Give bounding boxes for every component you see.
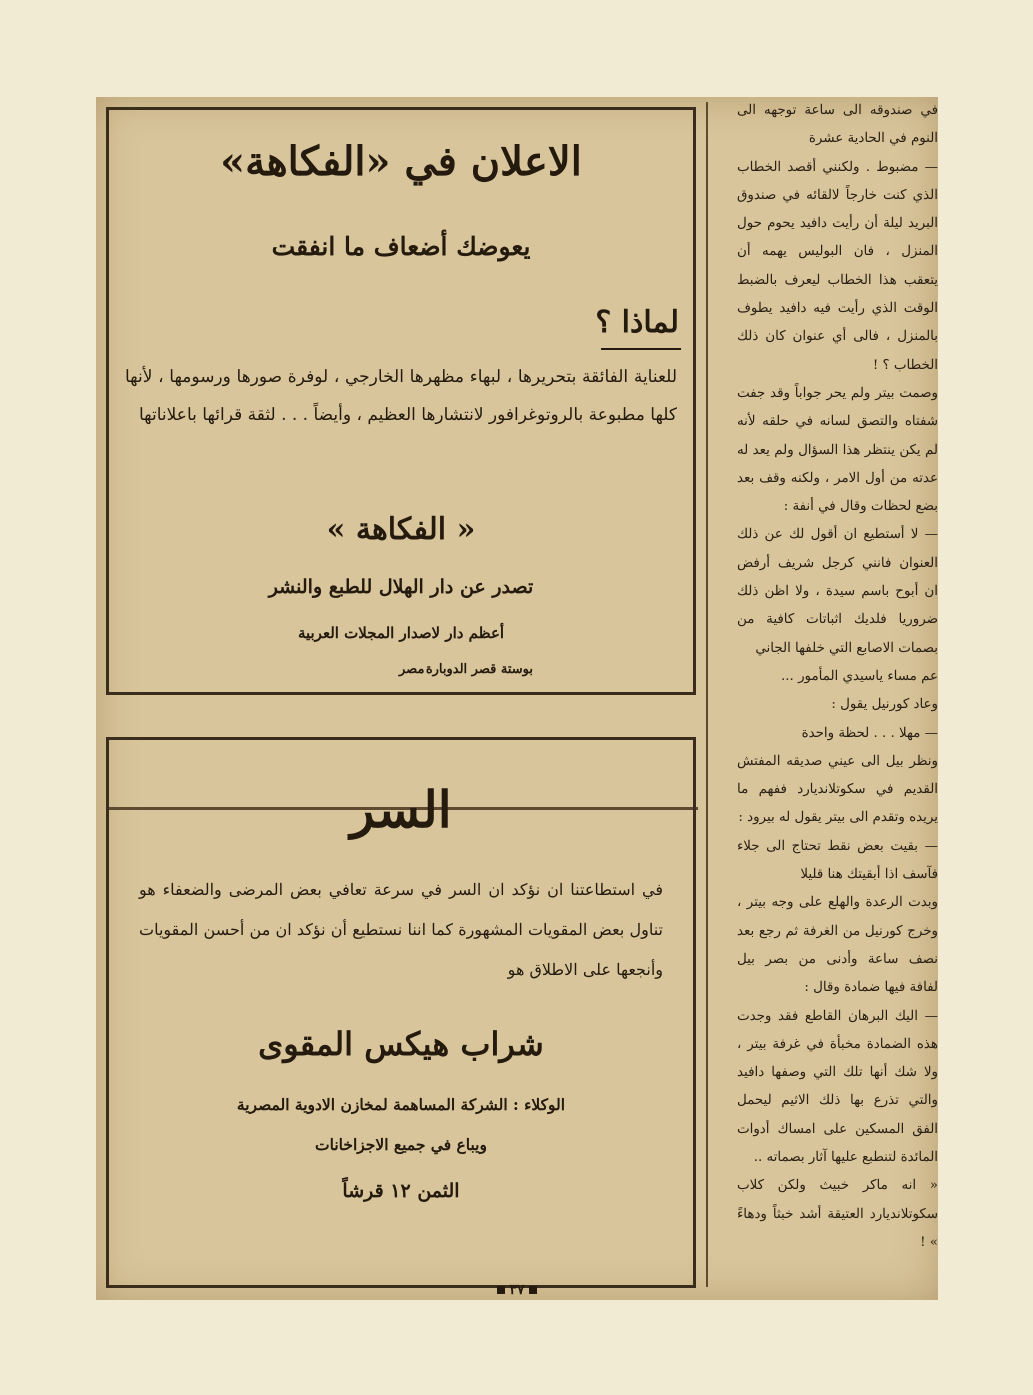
ad-why-heading: لماذا ؟ — [595, 305, 679, 340]
magazine-page — [96, 97, 938, 1300]
story-paragraph: — بقيت بعض نقط تحتاج الى جلاء فآسف اذا أبقيتك هنا قليلا — [737, 838, 938, 883]
availability-line: ويباع في جميع الاجزاخانات — [315, 1135, 487, 1154]
agents-line: الوكلاء : الشركة المساهمة لمخازن الادوية المصرية — [236, 1095, 566, 1114]
ad-headline: الاعلان في «الفكاهة» — [220, 138, 582, 185]
story-paragraph: « انه ماكر خبيث ولكن كلاب سكوتلانديارد العتيقة أشد خبثاً ودهاءً » ! — [737, 1178, 938, 1250]
page-number-text: ٣٧ — [509, 1282, 525, 1298]
story-paragraph: في صندوقه الى ساعة توجهه الى النوم في الحادية عشرة — [737, 103, 938, 147]
magazine-logo: « الفكاهة » — [326, 512, 476, 547]
story-paragraph: وبدت الرعدة والهلع على وجه بيتر ، وخرج كورنيل من الغرفة ثم رجع بعد نصف ساعة وأدنى من بصر بيل لفافة فيها ضمادة وقال : — [737, 895, 938, 996]
story-paragraph: وصمت بيتر ولم يحر جواباً وقد جفت شفتاه والتصق لسانه في حلقه لأنه لم يكن ينتظر هذا السؤال ولم يعد له عدته من أول الامر ، ولكنه وقف بعد بضع لحظات وقال في أنفة : — [737, 385, 938, 515]
heading-underline — [601, 348, 681, 350]
column-divider — [706, 102, 708, 1287]
ad-body-text: في استطاعتنا ان نؤكد ان السر في سرعة تعافي بعض المرضى والضعفاء هو تناول بعض المقويات المشهورة كما اننا نستطيع أن نؤكد ان من أحسن المقويات وأنجعها على الاطلاق هو — [139, 880, 663, 979]
story-paragraph: — مضبوط . ولكنني أقصد الخطاب الذي كنت خارجاً لالقائه في صندوق البريد ليلة أن رأيت دافيد يحوم حول المنزل ، فان البوليس يهمه أن يتعقب هذا الخطاب ليعرف بالضبط الوقت الذي رأيت فيه دافيد يطوف بالمنزل ، فالى أي عنوان كان ذلك الخطاب ؟ ! — [737, 159, 938, 373]
story-paragraph: — مهلا . . . لحظة واحدة — [801, 725, 938, 741]
publisher-address: بوستة قصر الدوبارة — [425, 662, 533, 677]
ad-subheadline: يعوضك أضعاف ما انفقت — [271, 232, 531, 261]
ad-headline: السر — [350, 780, 452, 839]
publisher-city: مصر — [399, 662, 425, 677]
story-paragraph: وعاد كورنيل يقول : — [831, 697, 938, 713]
story-paragraph: ونظر بيل الى عيني صديقه المفتش القديم في سكوتلانديارد ففهم ما يريده وتقدم الى بيتر يقول له بيرود : — [737, 753, 938, 826]
publisher-slogan: أعظم دار لاصدار المجلات العربية — [297, 624, 505, 642]
product-name: شراب هيكس المقوى — [258, 1025, 544, 1063]
story-paragraph: عم مساء ياسيدي المأمور ... — [781, 668, 938, 684]
publisher-line: تصدر عن دار الهلال للطبع والنشر — [268, 576, 534, 598]
tonic-advertisement — [106, 737, 696, 1288]
story-paragraph: — اليك البرهان القاطع فقد وجدت هذه الضمادة مخبأة في غرفة بيتر ، ولا شك أنها تلك التي وصفها دافيد والتي تذرع بها ذلك الاثيم ليحمل الفق المسكين على امساك أدوات المائدة لتنطبع عليها آثار بصماته .. — [737, 1008, 938, 1165]
ad-body-text: للعناية الفائقة بتحريرها ، لبهاء مظهرها الخارجي ، لوفرة صورها ورسومها ، لأنها كلها مطبوعة بالروتوغرافور لانتشارها العظيم ، وأيضاً . . . لثقة قرائها باعلاناتها — [125, 367, 677, 425]
square-mark-icon — [529, 1286, 537, 1294]
square-mark-icon — [497, 1286, 505, 1294]
story-column — [737, 97, 938, 1267]
page-number — [96, 1282, 938, 1298]
fukaha-advertisement — [106, 107, 696, 695]
story-paragraph: — لا أستطيع ان أقول لك عن ذلك العنوان فانني كرجل شريف أرفض ان أبوح باسم سيدة ، ولا اظن ذلك ضروريا فلديك اثباتات كافية من بصمات الاصابع التي خلفها الجاني — [737, 527, 938, 656]
price-line: الثمن ١٢ قرشاً — [342, 1180, 460, 1202]
